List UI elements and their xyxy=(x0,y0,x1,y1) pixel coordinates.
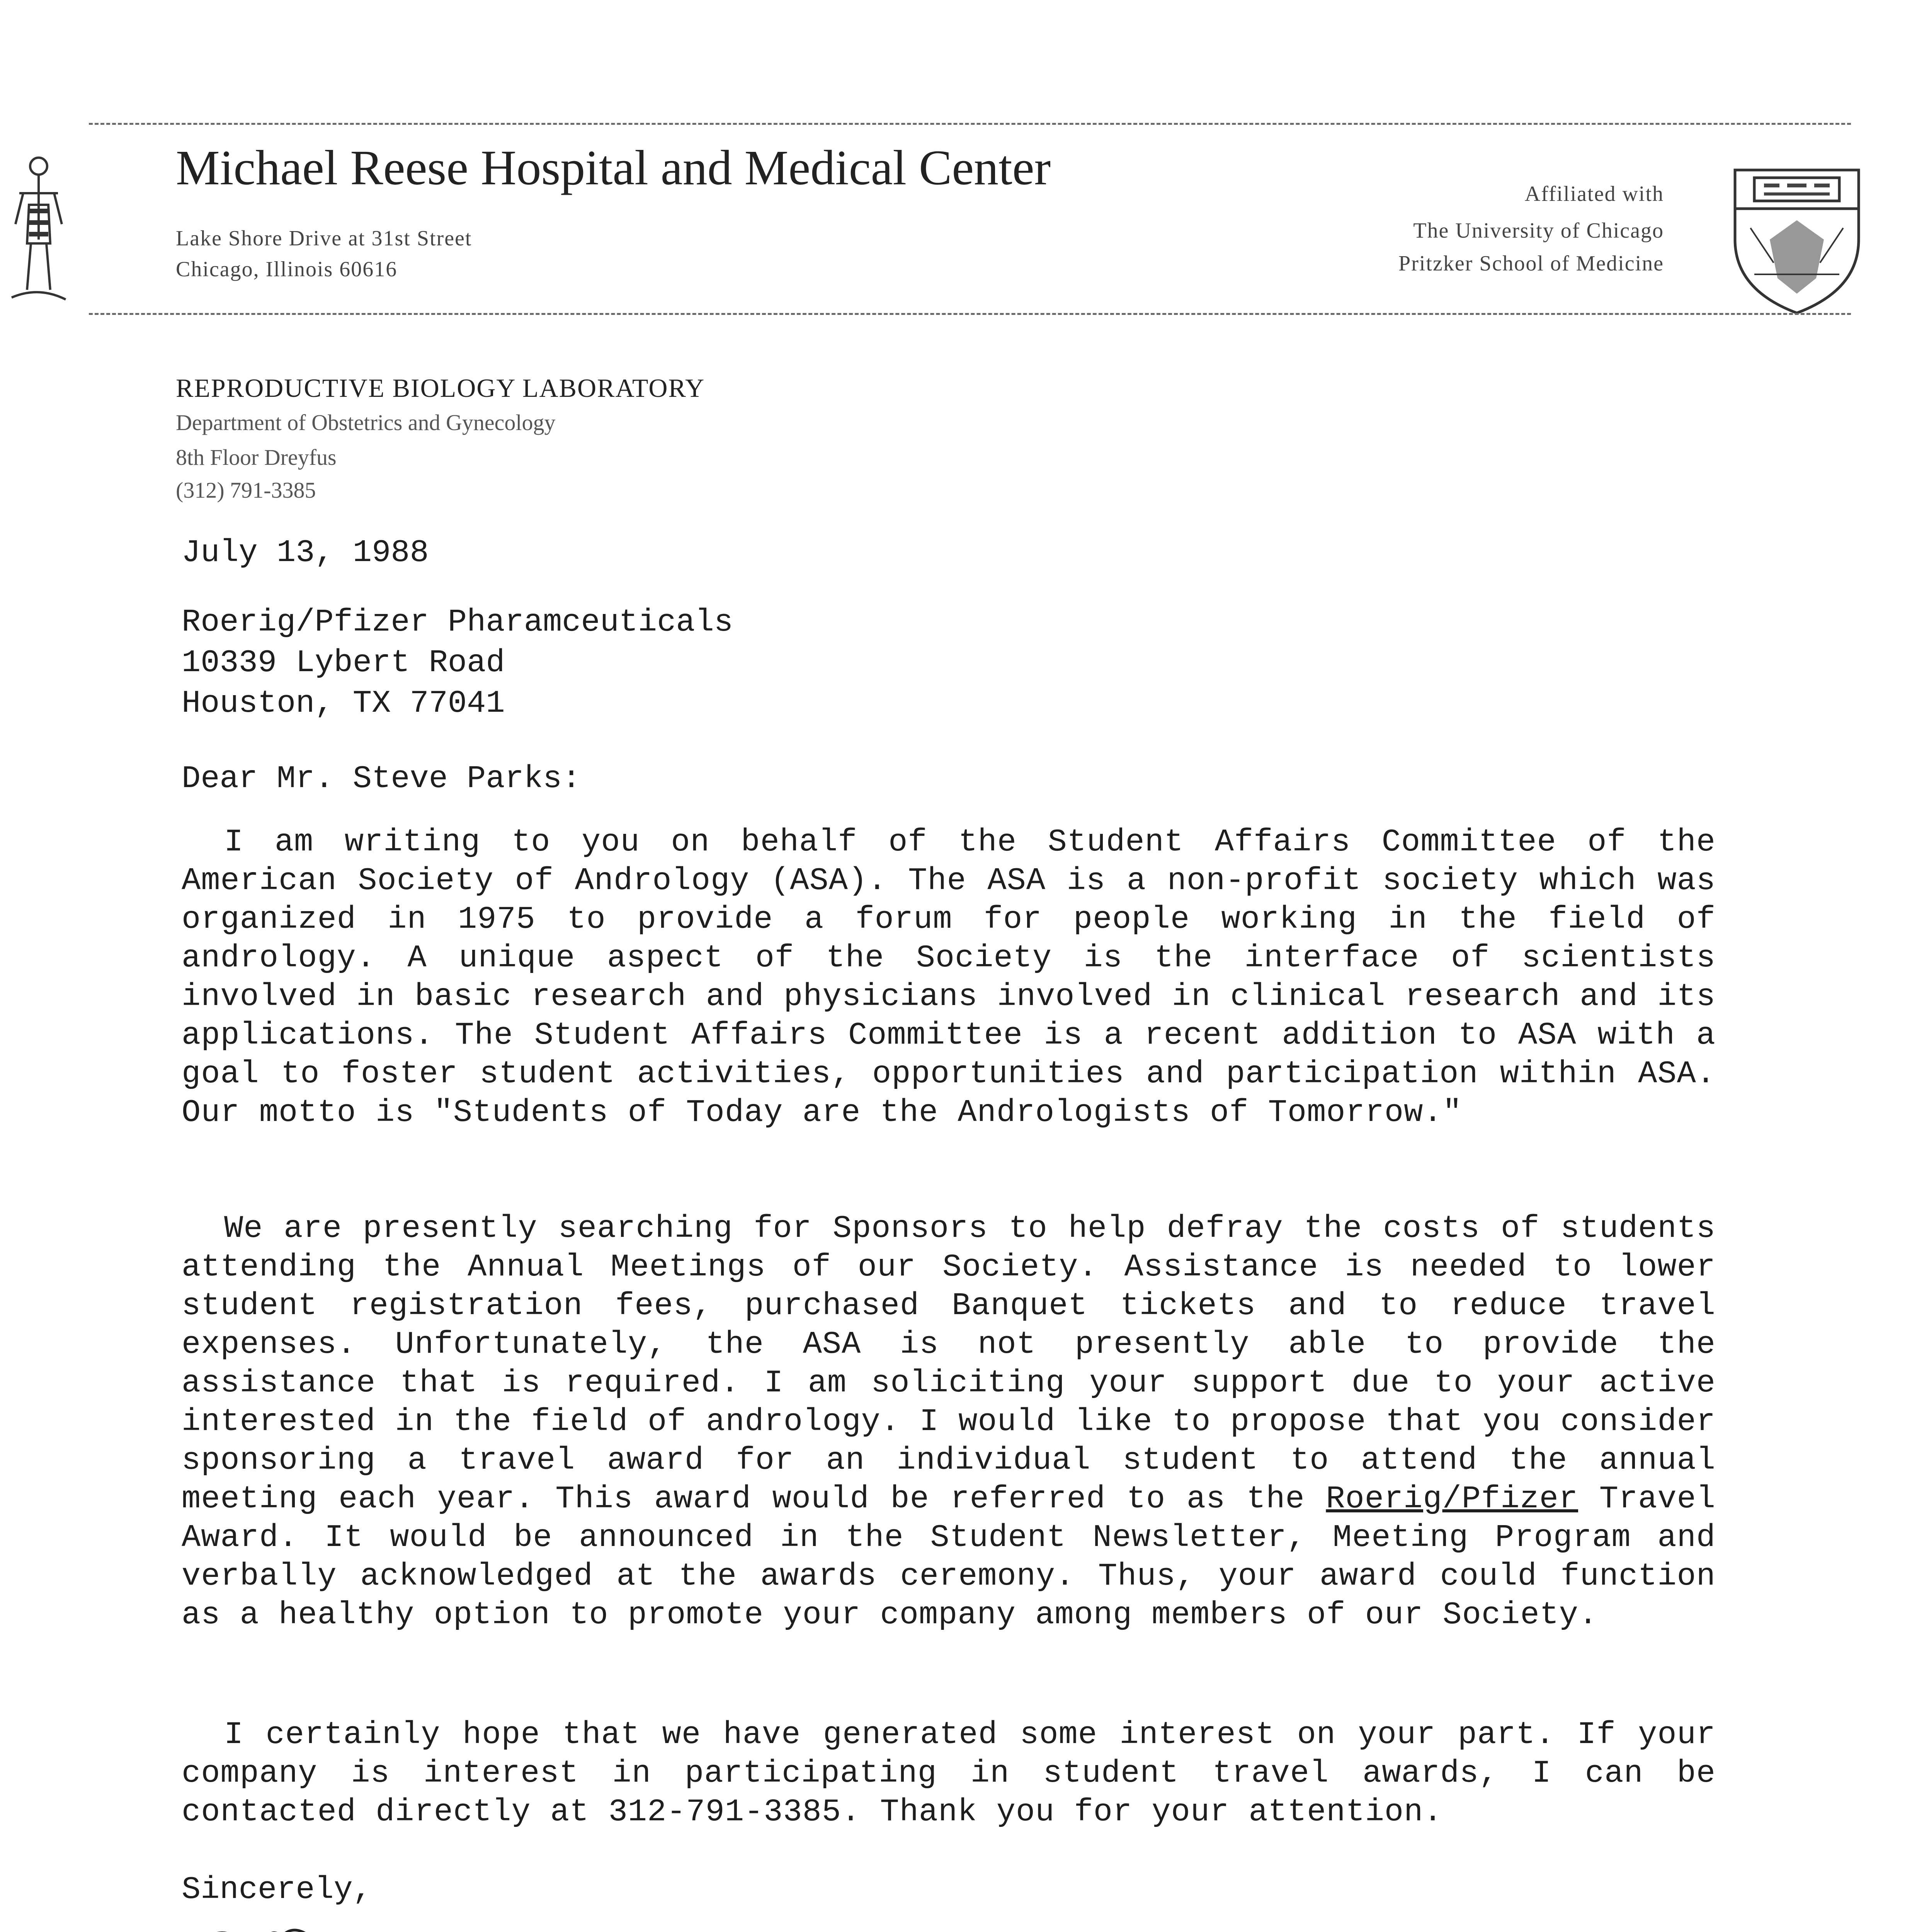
salutation: Dear Mr. Steve Parks: xyxy=(182,761,581,797)
letter-date: July 13, 1988 xyxy=(182,535,429,571)
recipient-city: Houston, TX 77041 xyxy=(182,685,505,721)
body-paragraph-3: I certainly hope that we have generated some interest on your part. If your company is interest in participating in student travel awards, I can be contacted directly at 312-791-3385. Thank you for your attention. xyxy=(182,1717,1716,1830)
hospital-address-street: Lake Shore Drive at 31st Street xyxy=(176,226,472,250)
body-paragraph-2-text-b: Travel Award. It would be announced in the Student Newsletter, Meeting Program and verbally acknowledged at the awards ceremony. Thus, your award could function as a healthy option to promote your company among members of our Society. xyxy=(182,1481,1716,1633)
closing: Sincerely, xyxy=(182,1872,372,1908)
recipient-company: Roerig/Pfizer Pharamceuticals xyxy=(182,604,733,640)
recipient-street: 10339 Lybert Road xyxy=(182,645,505,681)
affiliation-label: Affiliated with xyxy=(1524,182,1664,206)
affiliation-school: Pritzker School of Medicine xyxy=(1398,252,1664,276)
handwritten-signature xyxy=(193,1913,541,1932)
body-paragraph-2-text-a: We are presently searching for Sponsors to help defray the costs of students attending the Annual Meetings of our Society. Assistance is needed to lower student registration fees, purchased Banquet tickets and to reduce travel expenses. Unfortunately, the ASA is not presently able to provide the assistance that is required. I am soliciting your support due to your active interested in the field of andrology. I would like to propose that you consider sponsoring a travel award for an individual student to attend the annual meeting each year. This award would be referred to as the xyxy=(182,1211,1716,1517)
lab-department: Department of Obstetrics and Gynecology xyxy=(176,410,556,435)
hospital-name: Michael Reese Hospital and Medical Center xyxy=(176,140,1051,195)
body-paragraph-1: I am writing to you on behalf of the Student Affairs Committee of the American Society of Andrology (ASA). The ASA is a non-profit society which was organized in 1975 to provide a forum for people working in the field of andrology. A unique aspect of the Society is the interface of scientists involved in basic research and physicians involved in clinical research and its applications. The Student Affairs Committee is a recent addition to ASA with a goal to foster student activities, opportunities and participation within ASA. Our motto is "Students of Today are the Andrologists of Tomorrow." xyxy=(182,824,1716,1131)
sponsor-name-underlined: Roerig/Pfizer xyxy=(1326,1481,1579,1517)
letterhead-bottom-rule xyxy=(89,313,1851,315)
hospital-address-city: Chicago, Illinois 60616 xyxy=(176,257,398,281)
lab-floor: 8th Floor Dreyfus xyxy=(176,445,337,470)
body-paragraph-2 xyxy=(182,1209,1716,1634)
university-crest-logo xyxy=(1727,162,1866,317)
letterhead-top-rule xyxy=(89,123,1851,125)
hospital-figure-logo xyxy=(8,151,70,313)
affiliation-university: The University of Chicago xyxy=(1413,219,1664,243)
lab-phone: (312) 791-3385 xyxy=(176,478,316,503)
lab-title: REPRODUCTIVE BIOLOGY LABORATORY xyxy=(176,373,705,403)
